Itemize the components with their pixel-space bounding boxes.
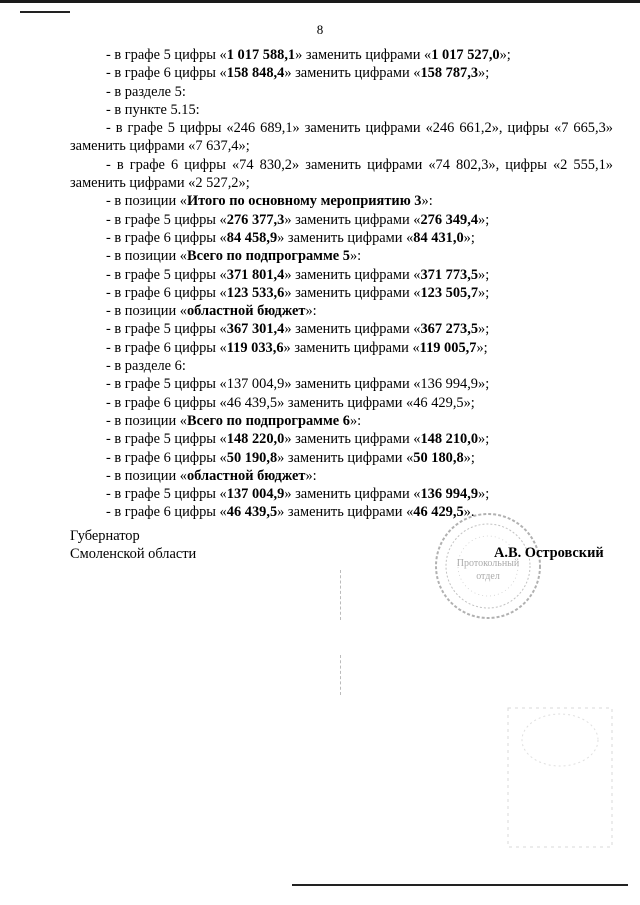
amendment-line: - в графе 6 цифры «46 439,5» заменить цифрами «46 429,5»;: [106, 394, 475, 411]
amendment-line: - в графе 5 цифры «246 689,1» заменить цифрами «246 661,2», цифры «7 665,3» заменить цифрами «7 637,4»;: [70, 120, 613, 155]
amendment-text: - в графе 5 цифры «: [106, 47, 227, 63]
amendment-line: [70, 64, 613, 82]
amendment-text: - в графе 6 цифры «: [106, 339, 227, 356]
amendment-text: - в позиции «: [106, 193, 187, 210]
scan-artifact-line: [340, 570, 342, 620]
amendment-text: »;: [478, 431, 490, 448]
top-edge-mark: [20, 11, 70, 13]
amendment-text: » заменить цифрами «: [277, 229, 414, 246]
amendment-value: 123 533,6: [226, 284, 285, 301]
amendment-text: »;: [478, 486, 490, 503]
amendment-line: [70, 211, 613, 229]
amendment-line: [70, 284, 613, 302]
amendment-text: »:: [349, 412, 362, 429]
amendment-line: [70, 430, 613, 448]
amendment-text: »;: [476, 339, 488, 356]
amendment-line: [70, 46, 613, 64]
amendment-value: 50 190,8: [226, 449, 278, 466]
amendment-text: - в графе 5 цифры «: [106, 431, 227, 448]
amendment-line: [70, 412, 613, 430]
amendment-value: 148 210,0: [420, 431, 479, 448]
amendment-value: 84 431,0: [413, 229, 464, 246]
amendment-value: 123 505,7: [420, 284, 479, 301]
amendment-line: [70, 302, 613, 320]
amendment-line: [70, 229, 613, 247]
top-edge-rule: [0, 0, 640, 3]
amendment-text: »;: [463, 229, 475, 246]
amendment-value: 84 458,9: [226, 229, 278, 246]
amendment-text: »;: [478, 65, 490, 82]
faded-stamp-icon: [500, 700, 620, 855]
faded-stamp: [500, 700, 620, 855]
amendment-value: 371 801,4: [226, 266, 285, 283]
amendment-value: Итого по основному мероприятию 3: [186, 193, 422, 210]
amendment-value: 119 033,6: [226, 339, 284, 356]
amendment-text: »;: [499, 47, 511, 63]
amendment-text: »:: [305, 467, 317, 484]
amendment-line: [70, 266, 613, 284]
amendment-text: - в графе 5 цифры «: [106, 266, 227, 283]
amendment-line: [70, 467, 613, 485]
amendment-value: 1 017 588,1: [226, 47, 296, 63]
amendment-text: - в графе 6 цифры «: [106, 449, 227, 466]
signatory-name: А.В. Островский: [494, 545, 604, 561]
amendment-text: » заменить цифрами «: [295, 47, 432, 63]
amendment-value: Всего по подпрограмме 6: [186, 412, 350, 429]
amendment-text: - в позиции «: [106, 248, 187, 265]
amendment-text: - в графе 6 цифры «: [106, 284, 227, 301]
amendment-line: [70, 485, 613, 503]
official-seal: [432, 510, 544, 622]
signature-position-line1: Губернатор: [70, 528, 140, 544]
amendment-value: 148 220,0: [226, 431, 285, 448]
amendment-text: - в графе 5 цифры «: [106, 211, 227, 228]
amendment-text: - в позиции «: [106, 303, 187, 320]
amendment-text: » заменить цифрами «: [284, 284, 421, 301]
amendment-line: [70, 339, 613, 357]
amendment-text: »:: [421, 193, 433, 210]
amendment-text: » заменить цифрами «: [277, 449, 414, 466]
amendment-value: 276 349,4: [420, 211, 479, 228]
scan-artifact-line: [340, 655, 342, 695]
amendment-line: - в пункте 5.15:: [106, 101, 200, 118]
amendment-line: - в разделе 6:: [106, 358, 186, 375]
amendments-text: [70, 46, 613, 522]
amendment-text: »;: [478, 284, 490, 301]
amendment-value: областной бюджет: [186, 467, 306, 484]
amendment-value: Всего по подпрограмме 5: [186, 248, 350, 265]
amendment-text: - в позиции «: [106, 412, 187, 429]
amendment-text: » заменить цифрами «: [284, 321, 421, 338]
amendment-text: »;: [478, 211, 490, 228]
amendment-line: [70, 449, 613, 467]
amendment-value: 367 301,4: [226, 321, 285, 338]
seal-text-line2: отдел: [476, 571, 500, 582]
amendment-value: 136 994,9: [420, 486, 479, 503]
amendment-value: 371 773,5: [420, 266, 479, 283]
amendment-text: - в графе 6 цифры «: [106, 504, 227, 521]
amendment-text: »:: [305, 303, 317, 320]
bottom-edge-rule: [292, 884, 628, 886]
amendment-text: »;: [463, 449, 475, 466]
amendment-text: - в графе 5 цифры «: [106, 321, 227, 338]
amendment-value: областной бюджет: [186, 303, 306, 320]
amendment-value: 46 439,5: [226, 504, 278, 521]
page-number: 8: [316, 22, 324, 37]
amendment-text: » заменить цифрами «: [284, 486, 421, 503]
amendment-text: - в графе 6 цифры «: [106, 229, 227, 246]
amendment-text: » заменить цифрами «: [283, 339, 420, 356]
amendment-text: » заменить цифрами «: [284, 266, 421, 283]
seal-text-line1: Протокольный: [456, 558, 520, 569]
amendment-value: 158 787,3: [420, 65, 479, 82]
amendment-text: » заменить цифрами «: [284, 431, 421, 448]
amendment-value: 119 005,7: [419, 339, 477, 356]
amendment-value: 367 273,5: [420, 321, 479, 338]
amendment-text: - в графе 5 цифры «: [106, 486, 227, 503]
amendment-text: »;: [478, 321, 490, 338]
amendment-line: [70, 192, 613, 210]
amendment-value: 1 017 527,0: [431, 47, 500, 63]
amendment-text: »:: [349, 248, 362, 265]
amendment-text: - в графе 6 цифры «: [106, 65, 227, 82]
amendment-line: - в разделе 5:: [106, 83, 186, 100]
amendment-value: 46 429,5: [413, 504, 464, 521]
amendment-text: » заменить цифрами «: [284, 211, 421, 228]
amendment-line: [70, 320, 613, 338]
amendment-line: [70, 247, 613, 265]
signature-position: [70, 527, 196, 564]
amendment-line: - в графе 6 цифры «74 830,2» заменить цифрами «74 802,3», цифры «2 555,1» заменить цифрами «2 527,2»;: [70, 156, 613, 192]
amendment-text: ».: [463, 504, 475, 521]
signature-position-line2: Смоленской области: [70, 546, 197, 563]
amendment-value: 276 377,3: [226, 211, 285, 228]
amendment-text: » заменить цифрами «: [284, 65, 421, 82]
amendment-text: »;: [478, 266, 490, 283]
amendment-value: 50 180,8: [413, 449, 464, 466]
amendment-text: - в позиции «: [106, 467, 187, 484]
amendment-value: 158 848,4: [226, 65, 285, 82]
amendment-line: - в графе 5 цифры «137 004,9» заменить цифрами «136 994,9»;: [106, 376, 490, 393]
amendment-text: » заменить цифрами «: [277, 504, 414, 521]
amendment-value: 137 004,9: [226, 486, 285, 503]
